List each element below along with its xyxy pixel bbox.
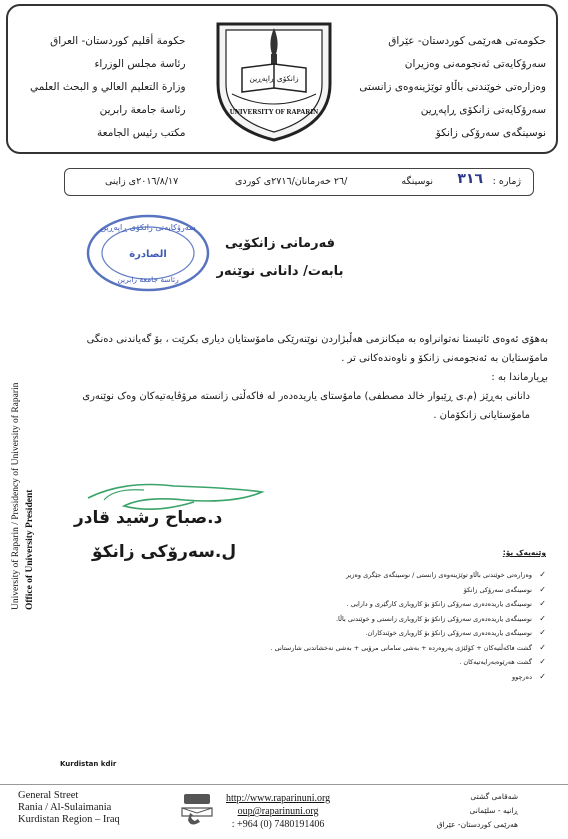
cc-item: ✓ نوسینگەی یاریدەدەری سەرۆکی زانکۆ بۆ کاروباری کارگێری و دارایی . — [206, 597, 546, 612]
body-paragraph: دانانی بەڕێز (م.ی ڕێبوار خالد مصطفى) مامۆستای یاریدەدەر لە فاکەڵتی زانستە مرۆڤایەتیەکان وەک نوێنەری مامۆستایانی زانکۆمان . — [82, 391, 530, 421]
body-paragraph: بڕیارماندا بە : — [491, 372, 548, 383]
logo-kurdish-text: زانکۆی ڕاپەڕین — [249, 74, 299, 83]
footer-line: Rania / Al-Sulaimania — [18, 802, 112, 813]
logo-english-text: UNIVERSITY OF RAPARIN — [229, 108, 319, 116]
body-paragraph: بەهۆی ئەوەی ئاتیستا نەتوانراوە بە میکانزمی هەڵبژاردن نوێنەرێکی مامۆستایان دیاری بکرێت ، بۆ گەیاندنی دەنگی مامۆستایان بە ئەنجومەنی زانکۆ و ناوەندەکانی تر . — [86, 334, 548, 364]
ref-kurdish-date: /٢٦ خەرمانان/٢٧١٦ی کوردی — [235, 176, 348, 187]
signatory-title: ل.سەرۆکی زانکۆ — [92, 542, 237, 562]
letterhead-line: رئاسة مجلس الوزراء — [94, 58, 186, 70]
ref-gregorian-date: ٢٠١٦/٨/١٧ی زاینی — [105, 176, 179, 187]
cc-heading: وێنەیەک بۆ: — [502, 548, 546, 557]
cc-item: ✓ نوسینگەی یاریدەدەری سەرۆکی زانکۆ بۆ کاروباری زانستی و خوێندنی باڵا. — [206, 612, 546, 627]
side-text-line: Office of University President — [25, 489, 35, 610]
footer-contacts — [226, 792, 330, 831]
university-logo — [212, 14, 336, 142]
footer-line: شەقامی گشتی — [470, 792, 518, 801]
letterhead-line: وزارة التعليم العالي و البحث العلمي — [30, 81, 186, 93]
website-link[interactable]: http://www.raparinuni.org — [226, 793, 331, 804]
letterhead-arabic — [30, 30, 186, 145]
letterhead-line: رئاسة جامعة رابرين — [99, 104, 186, 116]
ref-number-value: ٣١٦ — [457, 171, 483, 187]
footer-address-english — [18, 790, 120, 826]
footer-address-kurdish — [437, 790, 518, 832]
footer-line: ڕانیە - سلێمانی — [469, 806, 518, 815]
signatory-name: د.صباح رشيد قادر — [74, 508, 223, 528]
subject-title: بابەت/ دانانی نوێنەر — [216, 264, 344, 279]
letterhead-line: سەرۆکایەتی زانکۆی ڕاپەڕین — [420, 104, 546, 116]
phone-number: : +964 (0) 7480191406 — [231, 819, 325, 830]
side-vertical-text — [2, 320, 42, 610]
cc-list — [206, 568, 546, 684]
footer-line: هەرێمی کوردستان- عێراق — [436, 820, 518, 829]
letterhead-line: نوسینگەی سەرۆکی زانکۆ — [435, 127, 546, 139]
stamp-bottom-text: رئاسة جامعة رابرين — [117, 275, 179, 284]
cc-item: ✓ گشت هەرێوەبەرایەتیەکان . — [206, 655, 546, 670]
letter-body — [70, 330, 548, 425]
letterhead-line: حكومة أقليم كوردستان- العراق — [50, 35, 186, 47]
stamp-top-text: سەرۆکایەتی زانکۆی ڕاپەڕین — [100, 223, 196, 232]
decree-title: فەرمانی زانکۆیی — [225, 236, 335, 251]
letterhead-line: وەزارەتی خوێندنی باڵاو توێژینەوەی زانستی — [359, 81, 546, 93]
email-link[interactable]: oup@raparinuni.org — [237, 806, 319, 817]
letterhead-line: سەرۆکایەتی ئەنجومەنی وەزیران — [404, 58, 546, 70]
cc-item: ✓ نوسینگەی سەرۆکی زانکۆ — [206, 583, 546, 598]
footer-line: General Street — [18, 790, 79, 801]
cc-item: ✓ وەزارەتی خوێندنی باڵاو توێژینەوەی زانستی / نوسینگەی جێگری وەزیر — [206, 568, 546, 583]
ref-number-label: ژمارە : — [492, 176, 521, 187]
cc-item: ✓ گشت فاکەڵتیەکان + کۆلێژی پەروەردە + بەشی سامانی مرۆیی + بەشی نەخشاندنی شارستانی . — [206, 641, 546, 656]
footer-divider — [0, 784, 568, 785]
typist-initials: Kurdistan kdir — [60, 760, 117, 768]
side-text-line: University of Raparin / Presidency of University of Raparin — [11, 382, 21, 610]
reference-strip — [64, 168, 534, 196]
letterhead-kurdish — [359, 30, 546, 145]
official-stamp — [84, 212, 212, 294]
footer-line: Kurdistan Region – Iraq — [18, 814, 120, 825]
contact-icons — [178, 792, 216, 828]
letterhead-line: حکومەتی هەرێمی کوردستان- عێراق — [388, 35, 546, 47]
cc-item: ✓ دەرچوو — [206, 670, 546, 685]
stamp-center-text: الصادرة — [129, 249, 167, 260]
cc-item: ✓ نوسینگەی یاریدەدەری سەرۆکی زانکۆ بۆ کاروباری خوێندکاران. — [206, 626, 546, 641]
letterhead-line: مكتب رئيس الجامعة — [97, 127, 186, 139]
ref-number-suffix: نوسینگە — [401, 176, 433, 187]
